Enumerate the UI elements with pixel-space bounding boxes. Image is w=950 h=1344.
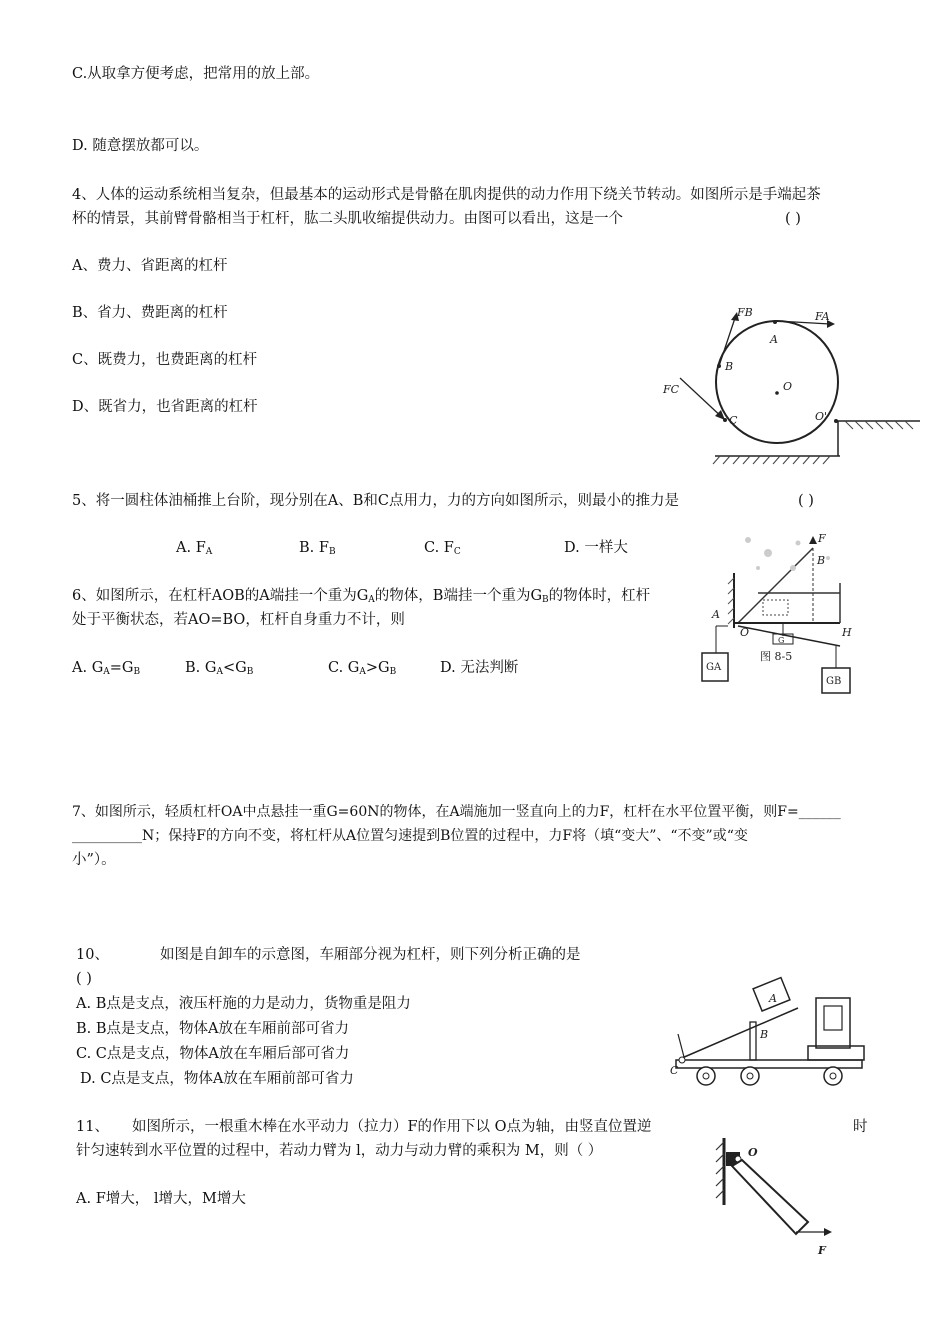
q4-answer-paren: ( ) <box>785 211 801 227</box>
option-c-line: C.从取拿方便考虑，把常用的放上部。 <box>72 66 320 82</box>
label-c: C <box>729 414 738 427</box>
q7-text-3: 小”）。 <box>72 852 116 868</box>
label-a: A <box>769 992 777 1005</box>
q10-number: 10、 <box>76 947 109 963</box>
q5-text: 5、将一圆柱体油桶推上台阶，现分别在A、B和C点用力，力的方向如图所示，则最小的推力是 <box>72 493 679 509</box>
q7-text-1: 7、如图所示，轻质杠杆OA中点悬挂一重G=60N的物体，在A端施加一竖直向上的力F，杠杆在水平位置平衡，则F=______ <box>72 804 841 820</box>
q10-answer-paren: ( ) <box>76 971 92 987</box>
q6-option-b: B. $G_A<G_B$ <box>185 660 254 677</box>
label-h: H <box>842 626 852 639</box>
q11-option-a: A. F增大， l增大，M增大 <box>76 1191 246 1207</box>
q11-number: 11、 <box>76 1119 109 1135</box>
label-gb: GB <box>826 676 842 687</box>
q5-option-a: A. $F_A$ <box>176 540 213 557</box>
label-ga: GA <box>706 662 722 673</box>
q11-text-2: 针匀速转到水平位置的过程中，若动力臂为 l，动力与动力臂的乘积为 M，则（ ） <box>76 1143 603 1159</box>
q4-option-c: C、既费力，也费距离的杠杆 <box>72 352 258 368</box>
figure-lever-aob <box>698 528 858 698</box>
q4-option-b: B、省力、费距离的杠杆 <box>72 305 228 321</box>
figure-oil-drum <box>655 298 925 470</box>
label-b: B <box>760 1028 769 1041</box>
label-a: A <box>712 608 720 621</box>
label-b: B <box>725 360 734 373</box>
q5-option-b: B. $F_B$ <box>299 540 336 557</box>
label-o: O <box>748 1146 758 1159</box>
q10-option-a: A. B点是支点，液压杆施的力是动力，货物重是阻力 <box>76 996 411 1012</box>
q4-text-2: 杯的情景，其前臂骨骼相当于杠杆，肱二头肌收缩提供动力。由图可以看出，这是一个 <box>72 211 623 227</box>
label-f: F <box>818 532 826 545</box>
q4-option-d: D、既省力，也省距离的杠杆 <box>72 399 258 415</box>
q10-option-c: C. C点是支点，物体A放在车厢后部可省力 <box>76 1046 350 1062</box>
label-f: F <box>818 1244 826 1257</box>
figure-rotating-rod <box>710 1130 845 1260</box>
q6-text-2: 处于平衡状态，若AO=BO，杠杆自身重力不计，则 <box>72 612 405 628</box>
q6-option-a: A. $G_A=G_B$ <box>72 660 141 677</box>
figure-caption: 图 8-5 <box>760 650 793 663</box>
q11-text-1: 如图所示，一根重木棒在水平动力（拉力）F的作用下以 O点为轴，由竖直位置逆 <box>132 1119 652 1135</box>
q4-text-1: 4、人体的运动系统相当复杂，但最基本的运动形式是骨骼在肌肉提供的动力作用下绕关节转动。如图所示是手端起茶 <box>72 187 821 203</box>
figure-dump-truck <box>668 968 873 1090</box>
q5-option-d: D. 一样大 <box>564 540 628 556</box>
q6-option-d: D. 无法判断 <box>440 660 519 676</box>
label-o: O <box>783 380 793 393</box>
q10-option-b: B. B点是支点，物体A放在车厢前部可省力 <box>76 1021 349 1037</box>
q11-text-1-end: 时 <box>853 1119 868 1135</box>
q7-text-2: __________N；保持F的方向不变，将杠杆从A位置匀速提到B位置的过程中，力F将（填“变大”、“不变”或“变 <box>72 828 748 844</box>
q10-text: 如图是自卸车的示意图，车厢部分视为杠杆，则下列分析正确的是 <box>160 947 581 963</box>
label-o-prime: O' <box>815 410 828 423</box>
q5-answer-paren: ( ) <box>798 493 814 509</box>
label-o: O <box>740 626 750 639</box>
label-fb: FB <box>737 306 753 319</box>
svg-text:G: G <box>778 636 785 645</box>
q4-option-a: A、费力、省距离的杠杆 <box>72 258 228 274</box>
label-c: C <box>670 1064 679 1077</box>
q6-text-1: 6、如图所示，在杠杆AOB的A端挂一个重为$G_A$的物体，B端挂一个重为$G_B$的物体时，杠杆 <box>72 588 651 605</box>
label-fa: FA <box>815 310 830 323</box>
label-a: A <box>770 333 778 346</box>
q5-option-c: C. $F_C$ <box>424 540 461 557</box>
q10-option-d: D. C点是支点，物体A放在车厢前部可省力 <box>80 1071 354 1087</box>
q6-option-c: C. $G_A>G_B$ <box>328 660 397 677</box>
label-fc: FC <box>663 383 680 396</box>
option-d-line: D. 随意摆放都可以。 <box>72 138 209 154</box>
label-b: B <box>817 554 826 567</box>
